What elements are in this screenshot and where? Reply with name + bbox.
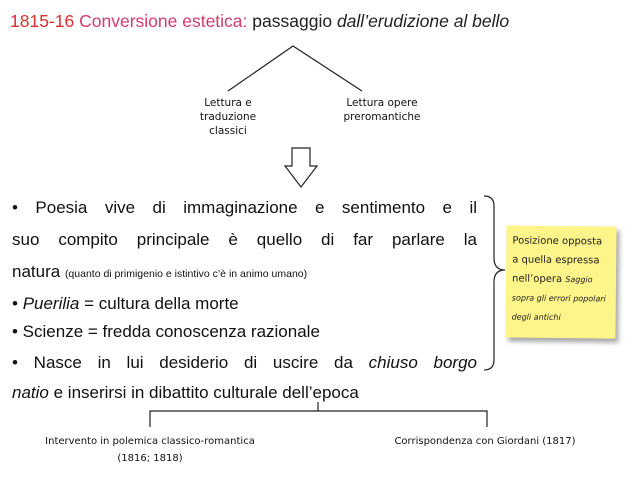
bullet-1-line-1: • Poesia vive di immaginazione e sentimento e il [12,198,477,217]
down-arrow-icon [285,148,317,187]
bullet-1-line-3 [12,262,477,282]
natura-note: (quanto di primigenio e istintivo c’è in animo umano) [64,268,308,280]
branch-line: Corrispondenza con Giordani (1817) [394,436,576,447]
note-text-small: Saggio [565,275,593,285]
branch-giordani [380,433,590,450]
natura-word: natura [12,262,61,281]
note-line: degli antichi [511,312,561,322]
natio-word: natio [12,383,49,402]
note-line: a quella espressa [512,254,600,267]
branch-line: (1816; 1818) [117,453,183,464]
bullet-3: • Scienze = fredda conoscenza razionale [12,322,320,341]
bullet-4-text: • Nasce in lui desiderio di uscire da [12,353,353,372]
bullet-4-line-2 [12,383,477,403]
bullet-4-rest: e inserirsi in dibattito culturale dell’epoca [53,383,359,402]
puerilia-title: Puerilia [22,294,80,313]
branch-line: traduzione [199,111,257,123]
branch-line: preromantiche [343,111,421,123]
note-text: nell’opera [511,273,563,286]
branch-line: Lettura e [204,97,252,109]
bullet-4-line-1 [12,353,477,373]
bullet-2 [12,294,477,314]
branch-line: classici [209,125,247,137]
branch-line: Lettura opere [346,97,418,109]
top-branch-line [228,46,362,91]
bullet-1-line-2: suo compito principale è quello di far parlare la [12,230,477,249]
title-subtitle: passaggio [252,11,333,31]
title-heading: Conversione estetica: [79,11,248,31]
title-years: 1815-16 [10,11,75,31]
note-line: sopra gli errori popolari [511,293,606,304]
note-line [512,269,610,289]
bullet-2-rest: = cultura della morte [84,294,239,313]
branch-lettura-classici [168,96,288,138]
bullet-symbol: • [12,294,18,313]
note-line: Posizione opposta [512,235,603,248]
branch-lettura-preromantiche [322,96,442,124]
branch-polemica [14,433,286,467]
sticky-note [505,225,616,338]
chiuso-borgo: chiuso borgo [368,353,477,372]
branch-line: Intervento in polemica classico-romantica [45,436,255,447]
bottom-branch-line [150,411,487,427]
right-brace [484,196,505,370]
title-subtitle-italic: dall’erudizione al bello [336,11,510,31]
